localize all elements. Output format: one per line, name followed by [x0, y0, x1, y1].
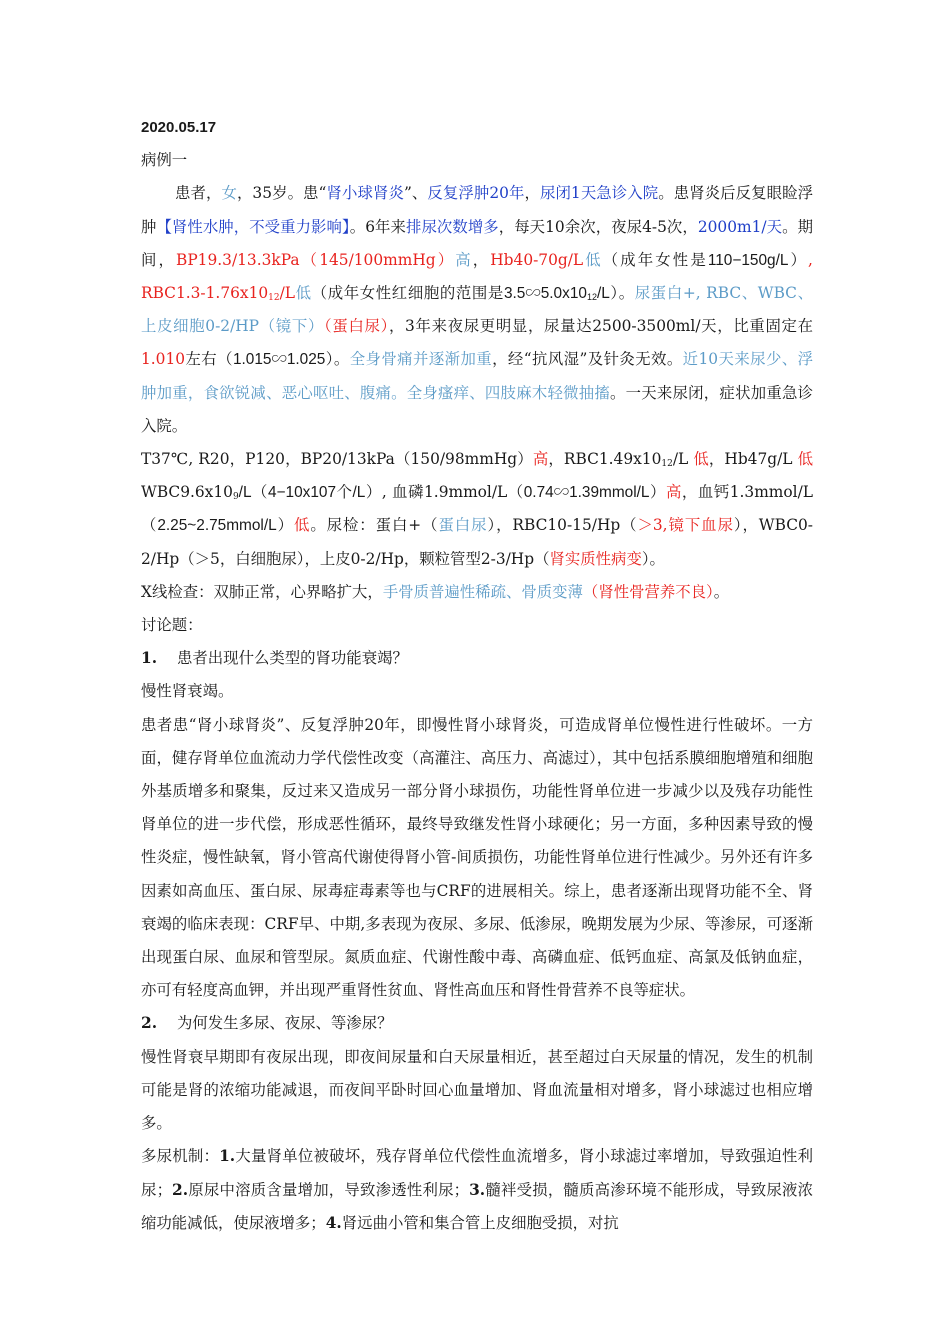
- case-body-run: 高: [455, 250, 473, 269]
- exam-run: ，Hb47g/L: [708, 450, 798, 469]
- case-body-run: 。: [333, 350, 350, 369]
- a2-p2-run: 多尿机制：: [141, 1147, 220, 1166]
- case-body-run: 低: [295, 284, 312, 303]
- xray-run: 。: [713, 582, 730, 601]
- exam-run: /L（4−10x107个/L）: [238, 484, 382, 502]
- xray-run: X线检查：双肺正常，心界略扩大，: [141, 582, 383, 601]
- a2-p2-run: 2.: [172, 1180, 189, 1199]
- case-title: 病例一: [141, 151, 188, 170]
- case-body-run: ，35岁。患“: [236, 184, 327, 203]
- exam-run: ，血钙1.3mmol/L: [681, 483, 813, 502]
- answer-1-short: 慢性肾衰竭。: [141, 682, 234, 701]
- case-body-run: （成年女性是110−150g/L）: [602, 251, 809, 269]
- case-body-run: ，: [472, 250, 491, 269]
- case-body-run: （蛋白尿）: [324, 317, 389, 336]
- case-body-run: BP19.3/13.3kPa（145/100mmHg）: [176, 250, 456, 269]
- a2-p2-run: 3.: [469, 1180, 486, 1199]
- question-2-text: 为何发生多尿、夜尿、等渗尿？: [177, 1014, 393, 1033]
- case-body-run: ，: [524, 184, 540, 203]
- xray-run: （肾性骨营养不良）: [582, 582, 714, 601]
- case-body-run: 左右: [185, 350, 218, 369]
- exam-run: /L: [672, 450, 694, 469]
- case-body-run: 低: [583, 250, 603, 269]
- xray-exam: [141, 576, 813, 609]
- case-body-run: ”、: [403, 184, 428, 203]
- exam-run: ），RBC10-15/Hp（: [487, 516, 638, 535]
- case-body-run: 。一天来尿闭，症状加重急诊入院。: [141, 383, 813, 435]
- case-body-run: ，每天10余次，夜尿4-5次，: [498, 217, 698, 236]
- exam-run: （0.74∽1.39mmol/L）: [507, 484, 666, 502]
- a2-p2-run: 大量肾单位被破坏，残存肾单位代偿性血流增多，肾小球滤过率增加，导致强迫性利尿；: [141, 1147, 813, 1199]
- exam-run: T37℃, R20，P120，BP20/13kPa（150/98mmHg）: [141, 450, 533, 469]
- exam-run: 低: [797, 450, 813, 469]
- document-content: [141, 111, 813, 1240]
- exam-run: （2.25~2.75mmol/L）: [141, 517, 294, 535]
- exam-run: 高: [665, 483, 682, 502]
- exam-run: ，RBC1.49x10: [548, 450, 662, 469]
- exam-run: , 血磷1.9mmol/L: [381, 483, 508, 502]
- case-body-run: 12: [586, 292, 597, 303]
- case-body-run: 。期间，: [141, 217, 813, 269]
- a2-p2-run: 髓袢受损，髓质高渗环境不能形成，导致尿液浓缩功能减低，使尿液增多；: [141, 1180, 813, 1232]
- case-body-run: 全身骨痛并逐渐加重: [349, 350, 493, 369]
- case-body-run: ，3年来夜尿更明显，尿量达2500-3500ml/天，比重固定在: [388, 317, 813, 336]
- exam-run: ），WBC0-2/Hp（＞5，白细胞尿），上皮0-2/Hp，颗粒管型2-3/Hp（: [141, 516, 813, 568]
- a2-p2-run: 1.: [219, 1147, 236, 1166]
- case-body-run: 。患肾炎后反复眼睑浮肿: [141, 184, 813, 236]
- case-body-run: 1.010: [141, 350, 186, 369]
- case-body-run: 患者，: [175, 184, 222, 203]
- case-body-run: 肾小球肾炎: [326, 184, 404, 203]
- case-body-run: Hb40-70g/L: [490, 250, 584, 269]
- case-body-run: 尿闭1天急诊入院: [539, 184, 659, 203]
- case-body-run: 女: [221, 184, 237, 203]
- exam-run: WBC9.6x10: [141, 483, 233, 502]
- case-body-run: （1.015∽1.025）: [217, 351, 334, 369]
- exam-run: 蛋白尿: [438, 516, 488, 535]
- case-body-run: , RBC1.3-1.76x10: [141, 250, 813, 303]
- case-body-run: 【肾性水肿，不受重力影响】: [156, 217, 350, 236]
- answer-2-nocturia: 慢性肾衰早期即有夜尿出现，即夜间尿量和白天尿量相近，甚至超过白天尿量的情况，发生的机制可能是肾的浓缩功能减退，而夜间平卧时回心血量增加、肾血流量相对增多，肾小球滤过也相应增多。: [141, 1047, 813, 1133]
- question-1-text: 患者出现什么类型的肾功能衰竭？: [177, 649, 408, 668]
- xray-run: 手骨质普遍性稀疏、骨质变薄: [382, 582, 583, 601]
- case-body-run: 尿蛋白+, RBC、WBC、上皮细胞0-2/HP（镜下）: [141, 284, 813, 336]
- exam-run: 12: [661, 459, 673, 470]
- a2-p2-run: 4.: [325, 1213, 342, 1232]
- answer-2-polyuria-mechanism: [141, 1140, 813, 1240]
- exam-run: 高: [532, 450, 549, 469]
- document-date: 2020.05.17: [141, 119, 217, 136]
- question-1: [141, 642, 813, 675]
- exam-run: 9: [232, 492, 239, 503]
- exam-run: ）。: [641, 549, 665, 568]
- case-body-run: /L: [279, 284, 296, 303]
- case-body-run: 反复浮肿20年: [427, 184, 525, 203]
- exam-run: 。尿检：蛋白+（: [310, 516, 439, 535]
- exam-run: 低: [693, 450, 709, 469]
- case-body-run: ，经“抗风湿”及针灸无效。: [492, 350, 683, 369]
- question-2-number: 2.: [141, 1014, 158, 1033]
- case-body-run: 近10天来尿少、浮肿加重，食欲锐减、恶心呕吐、腹痛。全身瘙痒、四肢麻木轻微抽搐: [141, 350, 813, 402]
- physical-exam: [141, 443, 813, 576]
- question-1-number: 1.: [141, 649, 158, 668]
- exam-run: 肾实质性病变: [549, 549, 642, 568]
- exam-run: ＞3,镜下血尿: [637, 516, 734, 535]
- exam-run: 低: [293, 516, 311, 535]
- case-body-run: 。6年来: [349, 217, 406, 236]
- case-body-run: 2000m1/天: [697, 217, 783, 236]
- case-body-run: /L）: [596, 285, 619, 303]
- case-body-run: （成年女性红细胞的范围是3.5∽5.0x10: [311, 285, 587, 303]
- case-body-run: 排尿次数增多: [405, 217, 499, 236]
- discussion-label: 讨论题：: [141, 616, 203, 635]
- a2-p2-run: 肾远曲小管和集合管上皮细胞受损，对抗: [341, 1213, 619, 1232]
- case-body-run: 12: [268, 293, 280, 304]
- a2-p2-run: 原尿中溶质含量增加，导致渗透性利尿；: [188, 1180, 470, 1199]
- question-2: [141, 1007, 813, 1040]
- case-description: [141, 177, 813, 443]
- answer-1-explanation: 患者患“肾小球肾炎”、反复浮肿20年，即慢性肾小球肾炎，可造成肾单位慢性进行性破坏。一方面，健存肾单位血流动力学代偿性改变（高灌注、高压力、高滤过），其中包括系膜细胞增殖和细胞外基质增多和聚集，反过来又造成另一部分肾小球损伤，功能性肾单位进一步减少以及残存功能性肾单位的进一步代偿，形成恶性循环，最终导致继发性肾小球硬化；另一方面，多种因素导致的慢性炎症，慢性缺氧，肾小管高代谢使得肾小管-间质损伤，功能性肾单位进行性减少。另外还有许多因素如高血压、蛋白尿、尿毒症毒素等也与CRF的进展相关。综上，患者逐渐出现肾功能不全、肾衰竭的临床表现：CRF早、中期,多表现为夜尿、多尿、低渗尿，晚期发展为少尿、等渗尿，可逐渐出现蛋白尿、血尿和管型尿。氮质血症、代谢性酸中毒、高磷血症、低钙血症、高氯及低钠血症，亦可有轻度高血钾，并出现严重肾性贫血、肾性高血压和肾性骨营养不良等症状。: [141, 715, 813, 1000]
- case-body-run: 。: [618, 284, 635, 303]
